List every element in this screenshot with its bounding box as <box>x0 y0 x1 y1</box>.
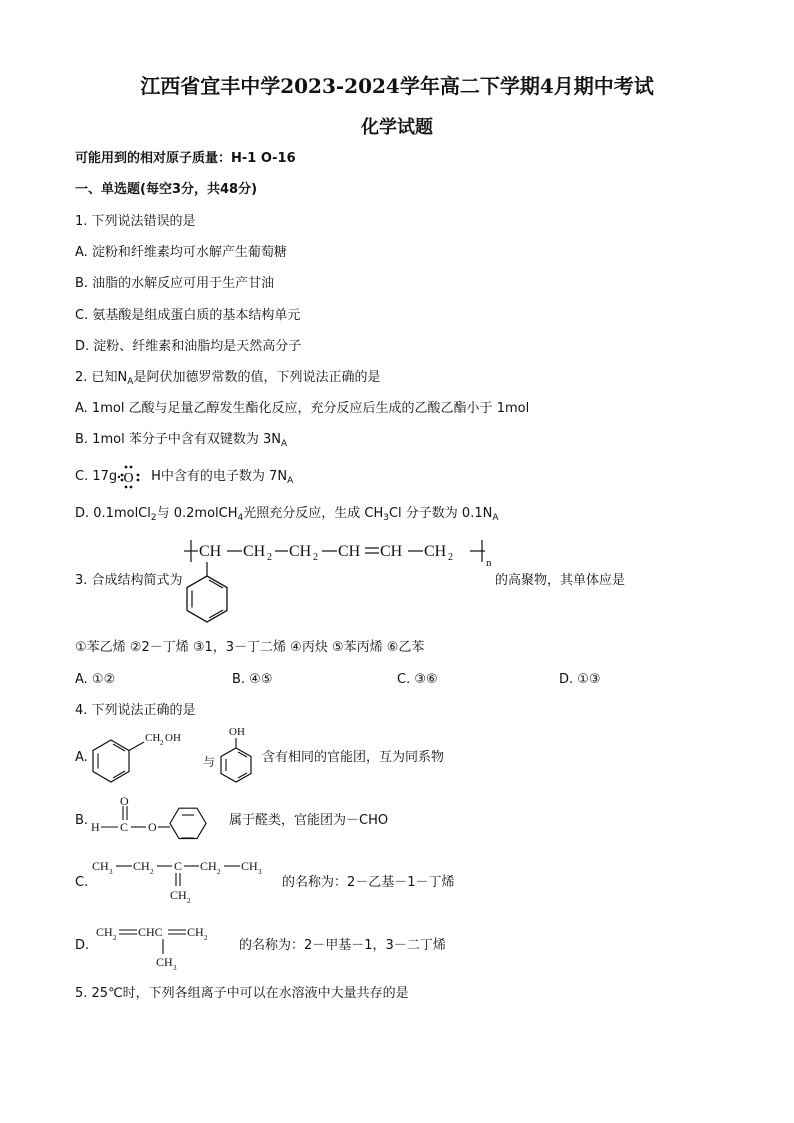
q4-option-d-text: 的名称为：2－甲基－1，3－二丁烯 <box>239 938 446 953</box>
q2-option-c: C. 17g O H中含有的电子数为 $7N_A$ <box>75 468 293 486</box>
isoprene-structure <box>94 920 234 970</box>
hydroxide-lewis-svg <box>117 463 151 489</box>
svg-text:CH: CH <box>200 859 217 873</box>
q1-option-d: D. 淀粉、纤维素和油脂均是天然高分子 <box>75 339 302 354</box>
q3-monomer-list: ①苯乙烯 ②2－丁烯 ③1，3－丁二烯 ④丙炔 ⑤苯丙烯 ⑥乙苯 <box>75 640 425 655</box>
svg-text:OH: OH <box>229 726 245 738</box>
q2-option-b: B. 1mol 苯分子中含有双键数为 $3N_A$ <box>75 432 288 449</box>
benzene-ring-icon <box>170 808 206 838</box>
q2-option-d: D. 0.1molCl$_2$与 0.2molCH$_4$光照充分反应，生成 $CH_3Cl$ 分子数为 $0.1N_A$ <box>75 506 499 523</box>
q1-option-c: C. 氨基酸是组成蛋白质的基本结构单元 <box>75 308 301 323</box>
q4-option-b-text: 属于醛类，官能团为－CHO <box>229 813 389 828</box>
svg-text:CH: CH <box>241 859 258 873</box>
svg-text:3: 3 <box>109 868 113 876</box>
svg-text:2: 2 <box>204 934 208 942</box>
benzyl-alcohol-and-phenol <box>88 726 268 788</box>
svg-text:CH: CH <box>424 543 447 560</box>
svg-text:CH: CH <box>92 859 109 873</box>
phenyl-formate-structure <box>88 794 228 842</box>
svg-text:CH: CH <box>133 859 150 873</box>
q3-stem-pre: 3. 合成结构简式为 <box>75 573 183 588</box>
2-ethyl-1-butene-structure <box>90 852 280 904</box>
q1-stem: 1. 下列说法错误的是 <box>75 214 196 229</box>
svg-text:2: 2 <box>267 552 272 563</box>
svg-text:O: O <box>120 794 129 808</box>
svg-text:2: 2 <box>217 868 221 876</box>
svg-text:n: n <box>486 557 492 569</box>
q2-option-a: A. 1mol 乙酸与足量乙醇发生酯化反应，充分反应后生成的乙酸乙酯小于 1mol <box>75 401 530 416</box>
svg-text:2: 2 <box>187 897 191 904</box>
svg-text:CH: CH <box>243 543 266 560</box>
svg-text:2: 2 <box>160 739 164 747</box>
q4-option-c-label: C. <box>75 875 89 890</box>
svg-text:CH: CH <box>170 888 187 902</box>
svg-text:H: H <box>91 820 100 834</box>
q3-option-b: B. ④⑤ <box>232 672 273 687</box>
q4-option-a-label: A. <box>75 750 88 765</box>
q4-option-d-label: D. <box>75 938 90 953</box>
q1-option-a: A. 淀粉和纤维素均可水解产生葡萄糖 <box>75 245 287 260</box>
q4-option-c-text: 的名称为：2－乙基－1－丁烯 <box>282 875 455 890</box>
svg-text:CH: CH <box>96 925 113 939</box>
page-subtitle: 化学试题 <box>361 117 433 138</box>
q1-option-b: B. 油脂的水解反应可用于生产甘油 <box>75 276 275 291</box>
svg-text:2: 2 <box>150 868 154 876</box>
q3-option-a: A. ①② <box>75 672 116 687</box>
svg-text:CH: CH <box>289 543 312 560</box>
svg-text:3: 3 <box>173 964 177 970</box>
svg-text:3: 3 <box>258 868 262 876</box>
polymer-structure <box>182 532 502 628</box>
svg-text:OH: OH <box>165 732 181 744</box>
q4-option-b-label: B. <box>75 813 89 828</box>
svg-text:CH: CH <box>156 955 173 969</box>
svg-text:CHC: CHC <box>138 925 163 939</box>
svg-text:C: C <box>174 859 183 873</box>
svg-text:CH: CH <box>187 925 204 939</box>
atomic-masses: 可能用到的相对原子质量：H-1 O-16 <box>75 151 296 166</box>
svg-text:2: 2 <box>113 934 117 942</box>
svg-text:与: 与 <box>203 755 216 769</box>
q2-stem: 2. 已知$N_A$是阿伏加德罗常数的值，下列说法正确的是 <box>75 370 381 387</box>
svg-text:CH: CH <box>338 543 361 560</box>
q3-option-c: C. ③⑥ <box>397 672 438 687</box>
section-heading: 一、单选题(每空3分，共48分) <box>75 182 258 197</box>
svg-text:O: O <box>123 471 134 486</box>
svg-text:C: C <box>120 820 129 834</box>
svg-text:CH: CH <box>145 732 161 744</box>
q4-option-a-text: 含有相同的官能团，互为同系物 <box>262 750 445 765</box>
benzene-ring-icon <box>187 576 227 622</box>
svg-text:CH: CH <box>380 543 403 560</box>
q3-option-d: D. ①③ <box>559 672 601 687</box>
hydroxide-ion-structure <box>117 468 151 486</box>
svg-text:2: 2 <box>313 552 318 563</box>
svg-text:O: O <box>148 820 157 834</box>
q5-stem: 5. 25℃时，下列各组离子中可以在水溶液中大量共存的是 <box>75 986 409 1001</box>
page-title: 江西省宜丰中学2023-2024学年高二下学期4月期中考试 <box>140 74 654 98</box>
q3-stem-post: 的高聚物，其单体应是 <box>495 573 626 588</box>
svg-text:2: 2 <box>448 552 453 563</box>
q4-stem: 4. 下列说法正确的是 <box>75 703 196 718</box>
chain-ch: CH <box>199 543 222 560</box>
